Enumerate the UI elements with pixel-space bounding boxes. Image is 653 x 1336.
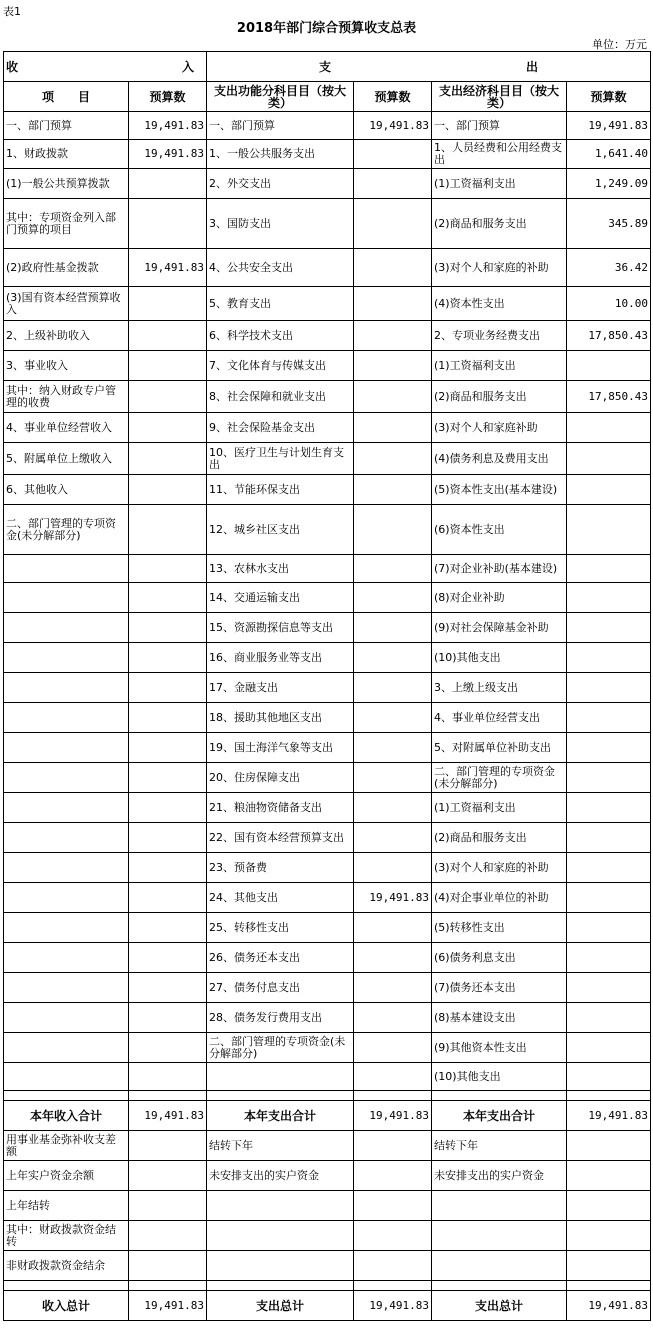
income-item	[4, 793, 129, 823]
econ-budget	[567, 913, 651, 943]
econ-budget	[567, 643, 651, 673]
spacer-cell	[567, 1091, 651, 1101]
func-budget	[354, 973, 432, 1003]
func-budget	[354, 249, 432, 287]
func-budget	[354, 913, 432, 943]
col-econ: 支出经济科目目（按大类）	[432, 82, 567, 112]
income-item: 3、事业收入	[4, 351, 129, 381]
total-label: 本年支出合计	[207, 1101, 354, 1131]
econ-budget	[567, 673, 651, 703]
econ-item: 4、事业单位经营支出	[432, 703, 567, 733]
col-budget: 预算数	[129, 82, 207, 112]
econ-budget: 10.00	[567, 287, 651, 321]
spacer-cell	[207, 1091, 354, 1101]
econ-item: (2)商品和服务支出	[432, 381, 567, 413]
income-item: (1)一般公共预算拨款	[4, 169, 129, 199]
func-item: 17、金融支出	[207, 673, 354, 703]
econ-item: (1)工资福利支出	[432, 351, 567, 381]
table-row	[4, 321, 651, 351]
income-item: 1、财政拨款	[4, 140, 129, 169]
func-item: 7、文化体育与传媒支出	[207, 351, 354, 381]
econ-item: 一、部门预算	[432, 112, 567, 140]
income-item	[4, 913, 129, 943]
year-total-row	[4, 1101, 651, 1131]
func-item: 26、债务还本支出	[207, 943, 354, 973]
func-item: 3、国防支出	[207, 199, 354, 249]
table-row	[4, 413, 651, 443]
econ-item: 2、专项业务经费支出	[432, 321, 567, 351]
spacer-cell	[432, 1281, 567, 1291]
grand-total-row	[4, 1291, 651, 1321]
func-item: 11、节能环保支出	[207, 475, 354, 505]
total-value: 19,491.83	[567, 1101, 651, 1131]
econ-budget	[567, 1033, 651, 1063]
econ-budget	[567, 793, 651, 823]
econ-budget	[567, 475, 651, 505]
header-row-1	[4, 52, 651, 82]
income-budget	[129, 169, 207, 199]
tail-econ-value	[567, 1191, 651, 1221]
econ-item: (3)对个人和家庭补助	[432, 413, 567, 443]
tail-income-value	[129, 1161, 207, 1191]
econ-budget: 345.89	[567, 199, 651, 249]
total-label: 收入总计	[4, 1291, 129, 1321]
income-budget	[129, 1003, 207, 1033]
table-row	[4, 583, 651, 613]
func-item: 28、债务发行费用支出	[207, 1003, 354, 1033]
econ-budget: 17,850.43	[567, 381, 651, 413]
table-row	[4, 287, 651, 321]
table-row	[4, 381, 651, 413]
income-budget	[129, 555, 207, 583]
income-budget	[129, 613, 207, 643]
table-row	[4, 1003, 651, 1033]
func-item: 14、交通运输支出	[207, 583, 354, 613]
func-item: 1、一般公共服务支出	[207, 140, 354, 169]
econ-item: (8)基本建设支出	[432, 1003, 567, 1033]
income-item	[4, 673, 129, 703]
econ-item: 1、人员经费和公用经费支出	[432, 140, 567, 169]
func-item: 18、援助其他地区支出	[207, 703, 354, 733]
func-budget	[354, 351, 432, 381]
tail-func: 结转下年	[207, 1131, 354, 1161]
tail-income: 上年结转	[4, 1191, 129, 1221]
table-row	[4, 505, 651, 555]
total-value: 19,491.83	[567, 1291, 651, 1321]
tail-row	[4, 1191, 651, 1221]
spacer-cell	[4, 1281, 129, 1291]
func-budget	[354, 475, 432, 505]
func-item: 5、教育支出	[207, 287, 354, 321]
table-row	[4, 823, 651, 853]
func-budget	[354, 413, 432, 443]
func-budget	[354, 583, 432, 613]
func-item: 2、外交支出	[207, 169, 354, 199]
func-item: 22、国有资本经营预算支出	[207, 823, 354, 853]
econ-item: (6)债务利息支出	[432, 943, 567, 973]
expense-label-2: 出	[526, 59, 539, 74]
income-budget	[129, 199, 207, 249]
econ-budget: 17,850.43	[567, 321, 651, 351]
expense-label: 支	[319, 59, 332, 74]
econ-budget	[567, 883, 651, 913]
func-item	[207, 1063, 354, 1091]
econ-item: (7)对企业补助(基本建设)	[432, 555, 567, 583]
econ-item: (7)债务还本支出	[432, 973, 567, 1003]
tail-row	[4, 1161, 651, 1191]
table-row	[4, 643, 651, 673]
tail-func	[207, 1191, 354, 1221]
table-row	[4, 703, 651, 733]
econ-budget	[567, 613, 651, 643]
expense-header	[207, 52, 651, 82]
econ-budget	[567, 763, 651, 793]
spacer-row	[4, 1281, 651, 1291]
col-item: 项 目	[4, 82, 129, 112]
econ-item: (5)转移性支出	[432, 913, 567, 943]
tail-income-value	[129, 1221, 207, 1251]
func-item: 27、债务付息支出	[207, 973, 354, 1003]
func-budget: 19,491.83	[354, 112, 432, 140]
table-row	[4, 763, 651, 793]
econ-budget	[567, 823, 651, 853]
func-budget	[354, 673, 432, 703]
spacer-row	[4, 1091, 651, 1101]
income-item	[4, 763, 129, 793]
col-func: 支出功能分科目目（按大类）	[207, 82, 354, 112]
income-item: 二、部门管理的专项资金(未分解部分)	[4, 505, 129, 555]
func-budget	[354, 443, 432, 475]
tail-func: 未安排支出的实户资金	[207, 1161, 354, 1191]
total-value: 19,491.83	[129, 1101, 207, 1131]
income-budget	[129, 583, 207, 613]
income-item	[4, 1003, 129, 1033]
table-number: 表1	[3, 5, 21, 18]
func-budget	[354, 140, 432, 169]
tail-func-value	[354, 1221, 432, 1251]
table-row	[4, 443, 651, 475]
func-item: 15、资源勘探信息等支出	[207, 613, 354, 643]
tail-func	[207, 1251, 354, 1281]
econ-budget: 1,249.09	[567, 169, 651, 199]
func-item: 一、部门预算	[207, 112, 354, 140]
table-row	[4, 1063, 651, 1091]
income-budget	[129, 505, 207, 555]
income-budget	[129, 475, 207, 505]
table-row	[4, 793, 651, 823]
econ-item: (8)对企业补助	[432, 583, 567, 613]
tail-econ-value	[567, 1251, 651, 1281]
income-header	[4, 52, 207, 82]
econ-budget	[567, 413, 651, 443]
total-value: 19,491.83	[129, 1291, 207, 1321]
func-budget	[354, 381, 432, 413]
econ-item: (4)对企事业单位的补助	[432, 883, 567, 913]
income-item: 5、附属单位上缴收入	[4, 443, 129, 475]
func-budget	[354, 703, 432, 733]
func-budget	[354, 1063, 432, 1091]
econ-item: (10)其他支出	[432, 1063, 567, 1091]
table-row	[4, 853, 651, 883]
table-row	[4, 913, 651, 943]
income-item	[4, 583, 129, 613]
func-item: 6、科学技术支出	[207, 321, 354, 351]
income-budget	[129, 733, 207, 763]
income-budget	[129, 793, 207, 823]
econ-item: (1)工资福利支出	[432, 793, 567, 823]
income-budget	[129, 1063, 207, 1091]
func-budget	[354, 1033, 432, 1063]
income-item	[4, 733, 129, 763]
econ-item: (3)对个人和家庭的补助	[432, 853, 567, 883]
income-budget: 19,491.83	[129, 140, 207, 169]
func-item: 16、商业服务业等支出	[207, 643, 354, 673]
unit-label: 单位：万元	[592, 38, 647, 51]
income-budget	[129, 1033, 207, 1063]
econ-item: (5)资本性支出(基本建设)	[432, 475, 567, 505]
table-row	[4, 613, 651, 643]
tail-row	[4, 1251, 651, 1281]
tail-income-value	[129, 1251, 207, 1281]
spacer-cell	[129, 1281, 207, 1291]
econ-budget	[567, 1063, 651, 1091]
econ-budget: 19,491.83	[567, 112, 651, 140]
func-budget	[354, 733, 432, 763]
tail-income: 上年实户资金余额	[4, 1161, 129, 1191]
econ-budget	[567, 555, 651, 583]
income-budget	[129, 763, 207, 793]
total-label: 本年收入合计	[4, 1101, 129, 1131]
table-row	[4, 673, 651, 703]
table-row	[4, 943, 651, 973]
col-budget-2: 预算数	[354, 82, 432, 112]
income-item: 一、部门预算	[4, 112, 129, 140]
income-item	[4, 1063, 129, 1091]
econ-budget	[567, 443, 651, 475]
income-budget	[129, 381, 207, 413]
tail-econ: 结转下年	[432, 1131, 567, 1161]
table-row	[4, 555, 651, 583]
tail-row	[4, 1131, 651, 1161]
func-budget	[354, 505, 432, 555]
table-row	[4, 475, 651, 505]
func-item: 8、社会保障和就业支出	[207, 381, 354, 413]
col-budget-3: 预算数	[567, 82, 651, 112]
func-budget: 19,491.83	[354, 883, 432, 913]
tail-econ	[432, 1191, 567, 1221]
econ-budget: 36.42	[567, 249, 651, 287]
income-budget	[129, 703, 207, 733]
tail-econ-value	[567, 1131, 651, 1161]
func-budget	[354, 823, 432, 853]
func-item: 10、医疗卫生与计划生育支出	[207, 443, 354, 475]
tail-func-value	[354, 1161, 432, 1191]
income-budget	[129, 443, 207, 475]
econ-item: (2)商品和服务支出	[432, 199, 567, 249]
econ-item: (9)其他资本性支出	[432, 1033, 567, 1063]
econ-item: (4)债务利息及费用支出	[432, 443, 567, 475]
spacer-cell	[207, 1281, 354, 1291]
econ-budget	[567, 943, 651, 973]
econ-budget	[567, 703, 651, 733]
income-budget	[129, 883, 207, 913]
tail-row	[4, 1221, 651, 1251]
income-budget	[129, 321, 207, 351]
econ-budget	[567, 853, 651, 883]
func-item: 21、粮油物资储备支出	[207, 793, 354, 823]
econ-item: (3)对个人和家庭的补助	[432, 249, 567, 287]
func-item: 13、农林水支出	[207, 555, 354, 583]
func-item: 25、转移性支出	[207, 913, 354, 943]
func-item: 9、社会保险基金支出	[207, 413, 354, 443]
econ-budget	[567, 733, 651, 763]
econ-item: (9)对社会保障基金补助	[432, 613, 567, 643]
header-row-2	[4, 82, 651, 112]
total-label: 本年支出合计	[432, 1101, 567, 1131]
table-row	[4, 140, 651, 169]
income-item: 其中：专项资金列入部门预算的项目	[4, 199, 129, 249]
tail-func-value	[354, 1191, 432, 1221]
econ-item: (4)资本性支出	[432, 287, 567, 321]
income-item: 6、其他收入	[4, 475, 129, 505]
income-item	[4, 643, 129, 673]
income-budget: 19,491.83	[129, 249, 207, 287]
tail-econ-value	[567, 1221, 651, 1251]
econ-budget	[567, 505, 651, 555]
func-budget	[354, 643, 432, 673]
income-item	[4, 613, 129, 643]
total-label: 支出总计	[207, 1291, 354, 1321]
income-item	[4, 973, 129, 1003]
tail-econ	[432, 1251, 567, 1281]
func-budget	[354, 555, 432, 583]
tail-func-value	[354, 1251, 432, 1281]
income-budget	[129, 643, 207, 673]
econ-item: (1)工资福利支出	[432, 169, 567, 199]
income-budget	[129, 673, 207, 703]
spacer-cell	[432, 1091, 567, 1101]
spacer-cell	[354, 1091, 432, 1101]
func-budget	[354, 853, 432, 883]
tail-income-value	[129, 1191, 207, 1221]
tail-income-value	[129, 1131, 207, 1161]
econ-item: (6)资本性支出	[432, 505, 567, 555]
tail-income: 非财政拨款资金结余	[4, 1251, 129, 1281]
func-budget	[354, 169, 432, 199]
econ-budget	[567, 351, 651, 381]
income-budget	[129, 973, 207, 1003]
total-value: 19,491.83	[354, 1291, 432, 1321]
tail-func	[207, 1221, 354, 1251]
econ-budget	[567, 1003, 651, 1033]
income-item	[4, 853, 129, 883]
spacer-cell	[4, 1091, 129, 1101]
table-row	[4, 1033, 651, 1063]
income-item	[4, 823, 129, 853]
income-item	[4, 1033, 129, 1063]
func-item: 4、公共安全支出	[207, 249, 354, 287]
econ-budget	[567, 583, 651, 613]
income-budget	[129, 287, 207, 321]
func-budget	[354, 199, 432, 249]
func-budget	[354, 287, 432, 321]
total-value: 19,491.83	[354, 1101, 432, 1131]
func-item: 二、部门管理的专项资金(未分解部分)	[207, 1033, 354, 1063]
econ-budget: 1,641.40	[567, 140, 651, 169]
econ-item: 3、上缴上级支出	[432, 673, 567, 703]
table-row	[4, 169, 651, 199]
table-row	[4, 733, 651, 763]
func-budget	[354, 321, 432, 351]
income-item: (2)政府性基金拨款	[4, 249, 129, 287]
income-item: 2、上级补助收入	[4, 321, 129, 351]
econ-budget	[567, 973, 651, 1003]
income-item	[4, 703, 129, 733]
income-item	[4, 555, 129, 583]
func-budget	[354, 793, 432, 823]
table-row	[4, 883, 651, 913]
func-budget	[354, 1003, 432, 1033]
econ-item: 5、对附属单位补助支出	[432, 733, 567, 763]
econ-item: (10)其他支出	[432, 643, 567, 673]
tail-econ-value	[567, 1161, 651, 1191]
income-label: 收	[6, 59, 19, 74]
func-item: 24、其他支出	[207, 883, 354, 913]
func-item: 19、国土海洋气象等支出	[207, 733, 354, 763]
econ-item: 二、部门管理的专项资金(未分解部分)	[432, 763, 567, 793]
income-budget: 19,491.83	[129, 112, 207, 140]
table-row	[4, 351, 651, 381]
budget-table	[3, 51, 651, 1321]
func-budget	[354, 943, 432, 973]
func-budget	[354, 763, 432, 793]
spacer-cell	[354, 1281, 432, 1291]
func-item: 23、预备费	[207, 853, 354, 883]
spacer-cell	[567, 1281, 651, 1291]
income-budget	[129, 913, 207, 943]
tail-func-value	[354, 1131, 432, 1161]
page-title: 2018年部门综合预算收支总表	[236, 21, 417, 36]
tail-econ: 未安排支出的实户资金	[432, 1161, 567, 1191]
table-row	[4, 249, 651, 287]
income-budget	[129, 853, 207, 883]
income-item: 其中：纳入财政专户管理的收费	[4, 381, 129, 413]
tail-income: 其中：财政拨款资金结转	[4, 1221, 129, 1251]
func-budget	[354, 613, 432, 643]
tail-econ	[432, 1221, 567, 1251]
income-item	[4, 883, 129, 913]
func-item: 20、住房保障支出	[207, 763, 354, 793]
income-budget	[129, 943, 207, 973]
table-row	[4, 112, 651, 140]
spacer-cell	[129, 1091, 207, 1101]
income-budget	[129, 413, 207, 443]
total-label: 支出总计	[432, 1291, 567, 1321]
table-row	[4, 973, 651, 1003]
income-budget	[129, 823, 207, 853]
income-budget	[129, 351, 207, 381]
tail-income: 用事业基金弥补收支差额	[4, 1131, 129, 1161]
income-label-2: 入	[181, 59, 194, 74]
income-item	[4, 943, 129, 973]
income-item: (3)国有资本经营预算收入	[4, 287, 129, 321]
func-item: 12、城乡社区支出	[207, 505, 354, 555]
econ-item: (2)商品和服务支出	[432, 823, 567, 853]
income-item: 4、事业单位经营收入	[4, 413, 129, 443]
table-row	[4, 199, 651, 249]
